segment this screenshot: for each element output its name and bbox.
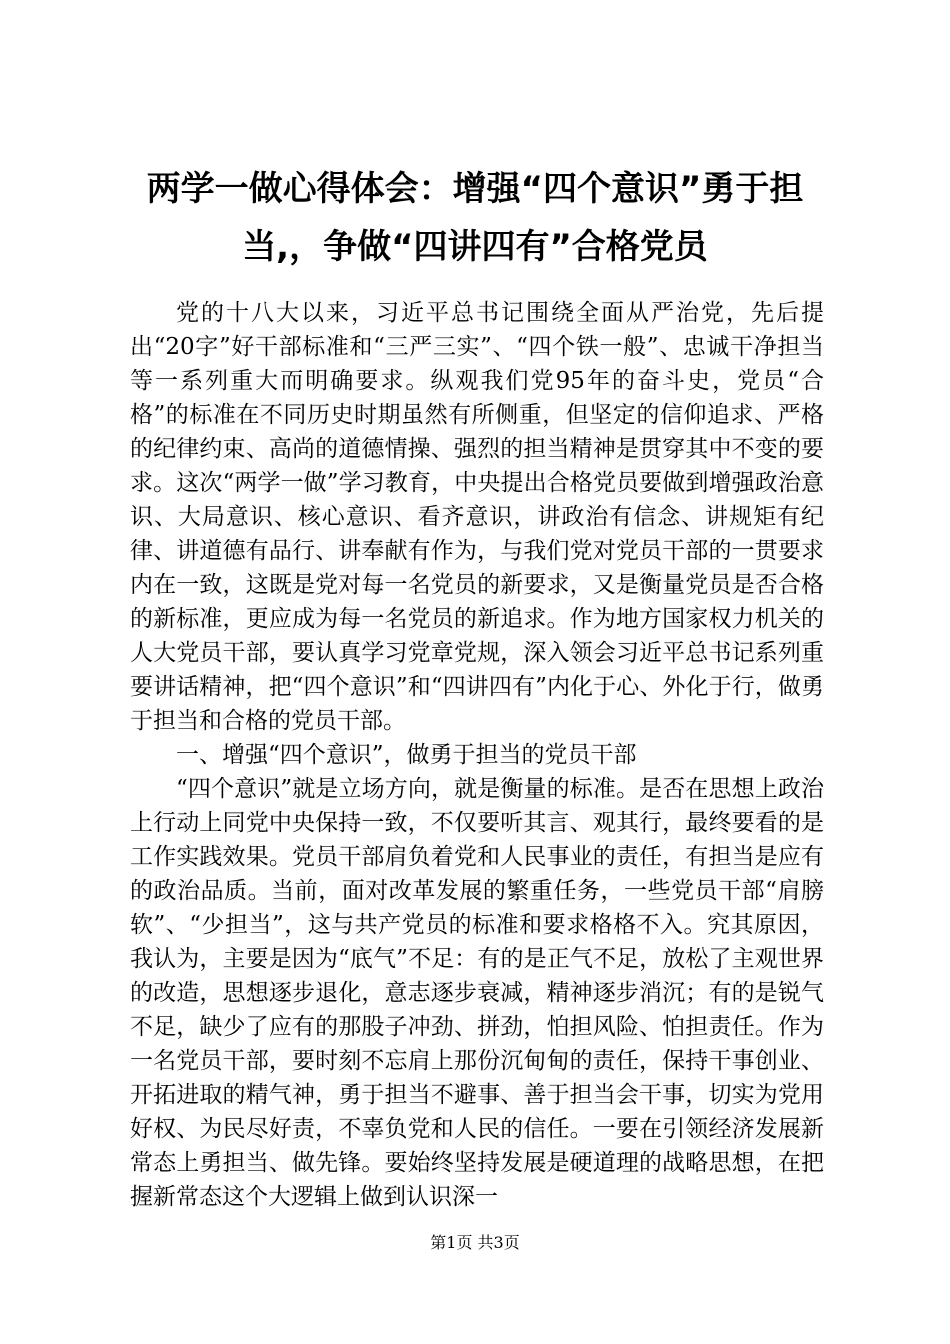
- paragraph-section-1: “四个意识”就是立场方向，就是衡量的标准。是否在思想上政治上行动上同党中央保持一致，不仅要听其言、观其行，最终要看的是工作实践效果。党员干部肩负着党和人民事业的责任，有担当是应有的政治品质。当前，面对改革发展的繁重任务，一些党员干部“肩膀软”、“少担当”，这与共产党员的标准和要求格格不入。究其原因，我认为，主要是因为“底气”不足：有的是正气不足，放松了主观世界的改造，思想逐步退化，意志逐步衰减，精神逐步消沉；有的是锐气不足，缺少了应有的那股子冲劲、拼劲，怕担风险、怕担责任。作为一名党员干部，要时刻不忘肩上那份沉甸甸的责任，保持干事创业、开拓进取的精气神，勇于担当不避事、善于担当会干事，切实为党用好权、为民尽好责，不辜负党和人民的信任。一要在引领经济发展新常态上勇担当、做先锋。要始终坚持发展是硬道理的战略思想，在把握新常态这个大逻辑上做到认识深一: [130, 776, 824, 1210]
- section-heading-1: 一、增强“四个意识”，做勇于担当的党员干部: [176, 742, 637, 768]
- paragraph-intro: 党的十八大以来，习近平总书记围绕全面从严治党，先后提出“20字”好干部标准和“三严三实”、“四个铁一般”、忠诚干净担当等一系列重大而明确要求。纵观我们党95年的奋斗史，党员“合格”的标准在不同历史时期虽然有所侧重，但坚定的信仰追求、严格的纪律约束、高尚的道德情操、强烈的担当精神是贯穿其中不变的要求。这次“两学一做”学习教育，中央提出合格党员要做到增强政治意识、大局意识、核心意识、看齐意识，讲政治有信念、讲规矩有纪律、讲道德有品行、讲奉献有作为，与我们党对党员干部的一贯要求内在一致，这既是党对每一名党员的新要求，又是衡量党员是否合格的新标准，更应成为每一名党员的新追求。作为地方国家权力机关的人大党员干部，要认真学习党章党规，深入领会习近平总书记系列重要讲话精神，把“四个意识”和“四讲四有”内化于心、外化于行，做勇于担当和合格的党员干部。: [130, 300, 824, 734]
- page-footer: 第1页 共3页: [430, 1233, 520, 1252]
- title-line-2: 当,，争做“四讲四有”合格党员: [242, 227, 708, 267]
- title-line-1: 两学一做心得体会：增强“四个意识”勇于担: [146, 169, 804, 209]
- document-body: [130, 296, 824, 1214]
- document-title: [100, 160, 850, 276]
